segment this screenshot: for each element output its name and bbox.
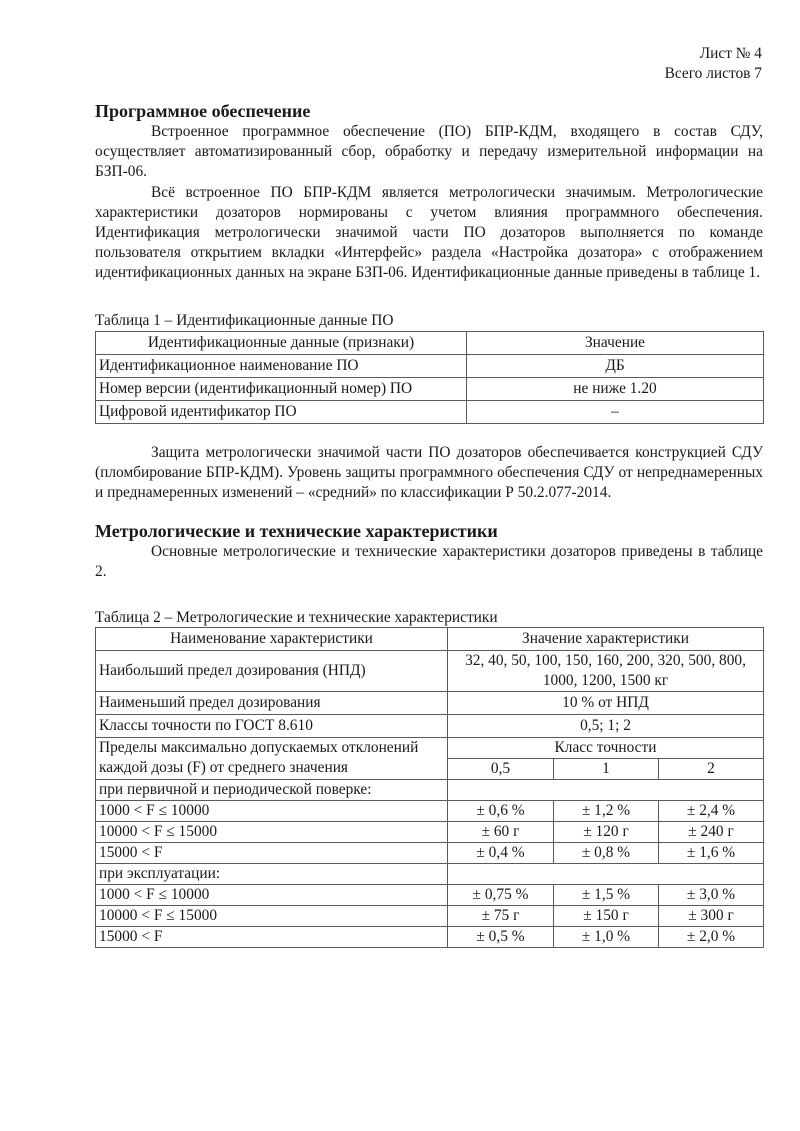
table-cell: 15000 < F: [96, 926, 448, 947]
protection-paragraph: Защита метрологически значимой части ПО дозаторов обеспечивается конструкцией СДУ (пломбирование БПР-КДМ). Уровень защиты программного обеспечения СДУ от непреднамеренных и преднамеренных изменений – «средний» по классификации Р 50.2.077-2014.: [95, 443, 763, 502]
table-cell: Номер версии (идентификационный номер) ПО: [96, 377, 467, 400]
table-cell: 10 % от НПД: [448, 691, 764, 714]
table-cell: ± 120 г: [554, 821, 659, 842]
table-cell: ДБ: [467, 354, 764, 377]
table1-caption: Таблица 1 – Идентификационные данные ПО: [95, 311, 394, 329]
table-row: [96, 842, 764, 863]
table-cell: 1000 < F ≤ 10000: [96, 884, 448, 905]
table-cell: 1000 < F ≤ 10000: [96, 800, 448, 821]
table-cell: Наибольший предел дозирования (НПД): [96, 650, 448, 691]
table-cell: ± 60 г: [448, 821, 554, 842]
identification-table: [95, 331, 764, 424]
table-cell: Цифровой идентификатор ПО: [96, 400, 467, 423]
table-cell: ± 0,5 %: [448, 926, 554, 947]
table-cell: Наименьший предел дозирования: [96, 691, 448, 714]
table2-caption: Таблица 2 – Метрологические и технические характеристики: [95, 608, 498, 626]
table-cell: 15000 < F: [96, 842, 448, 863]
table-header-row: [96, 331, 764, 354]
table-cell: ± 1,2 %: [554, 800, 659, 821]
table-cell: 0,5; 1; 2: [448, 714, 764, 737]
table-cell: ± 0,75 %: [448, 884, 554, 905]
class-cell: 2: [659, 758, 764, 779]
table-cell: ± 1,0 %: [554, 926, 659, 947]
metrology-paragraph: Основные метрологические и технические характеристики дозаторов приведены в таблице 2.: [95, 543, 763, 581]
table-header-cell: Наименование характеристики: [96, 627, 448, 650]
page-header: [665, 44, 762, 84]
table-cell: 10000 < F ≤ 15000: [96, 821, 448, 842]
table-cell: ± 0,4 %: [448, 842, 554, 863]
class-header-cell: Класс точности: [448, 737, 764, 758]
table-row: [96, 800, 764, 821]
table-cell: ± 75 г: [448, 905, 554, 926]
table-header-cell: Значение характеристики: [448, 627, 764, 650]
table-cell: ± 1,6 %: [659, 842, 764, 863]
table-row: [96, 691, 764, 714]
group-label-cell: при эксплуатации:: [96, 863, 448, 884]
metrology-heading: Метрологические и технические характеристики: [95, 521, 498, 542]
table-cell: [448, 779, 764, 800]
group-label-row: [96, 779, 764, 800]
table-cell: ± 1,5 %: [554, 884, 659, 905]
table-row: [96, 650, 764, 691]
table-header-cell: Значение: [467, 331, 764, 354]
table-cell: 32, 40, 50, 100, 150, 160, 200, 320, 500, 800, 1000, 1200, 1500 кг: [448, 650, 764, 691]
table-header-row: [96, 627, 764, 650]
document-body: [95, 100, 763, 948]
table-row: [96, 821, 764, 842]
table-cell: ± 2,4 %: [659, 800, 764, 821]
table-cell: не ниже 1.20: [467, 377, 764, 400]
software-heading: Программное обеспечение: [95, 101, 311, 121]
table-cell: ± 0,6 %: [448, 800, 554, 821]
characteristics-table: [95, 627, 764, 948]
table-cell: [448, 863, 764, 884]
table-row: [96, 377, 764, 400]
table-header-cell: Идентификационные данные (признаки): [96, 331, 467, 354]
table-row: [96, 400, 764, 423]
table-cell: ± 300 г: [659, 905, 764, 926]
class-cell: 0,5: [448, 758, 554, 779]
table-row: [96, 714, 764, 737]
table-cell: –: [467, 400, 764, 423]
sheet-number: Лист № 4: [699, 45, 762, 62]
deviation-label-cell: Пределы максимально допускаемых отклонений каждой дозы (F) от среднего значения: [96, 737, 448, 779]
table-cell: ± 3,0 %: [659, 884, 764, 905]
table-cell: Классы точности по ГОСТ 8.610: [96, 714, 448, 737]
class-cell: 1: [554, 758, 659, 779]
table-row: [96, 926, 764, 947]
software-paragraph-2: Всё встроенное ПО БПР-КДМ является метрологически значимым. Метрологические характеристики дозаторов нормированы с учетом влияния программного обеспечения. Идентификация метрологически значимой части ПО дозаторов выполняется по команде пользователя открытием вкладки «Интерфейс» раздела «Настройка дозатора» с отображением идентификационных данных на экране БЗП-06. Идентификационные данные приведены в таблице 1.: [95, 183, 763, 282]
table-cell: 10000 < F ≤ 15000: [96, 905, 448, 926]
table-cell: ± 240 г: [659, 821, 764, 842]
table-cell: ± 0,8 %: [554, 842, 659, 863]
table-cell: ± 150 г: [554, 905, 659, 926]
total-sheets: Всего листов 7: [664, 65, 762, 82]
table-cell: ± 2,0 %: [659, 926, 764, 947]
table-row: [96, 884, 764, 905]
table-row: [96, 905, 764, 926]
table-row: [96, 737, 764, 758]
group-label-cell: при первичной и периодической поверке:: [96, 779, 448, 800]
table-cell: Идентификационное наименование ПО: [96, 354, 467, 377]
software-paragraph-1: Встроенное программное обеспечение (ПО) БПР-КДМ, входящего в состав СДУ, осуществляет автоматизированный сбор, обработку и передачу измерительной информации на БЗП-06.: [95, 123, 763, 181]
group-label-row: [96, 863, 764, 884]
table-row: [96, 354, 764, 377]
